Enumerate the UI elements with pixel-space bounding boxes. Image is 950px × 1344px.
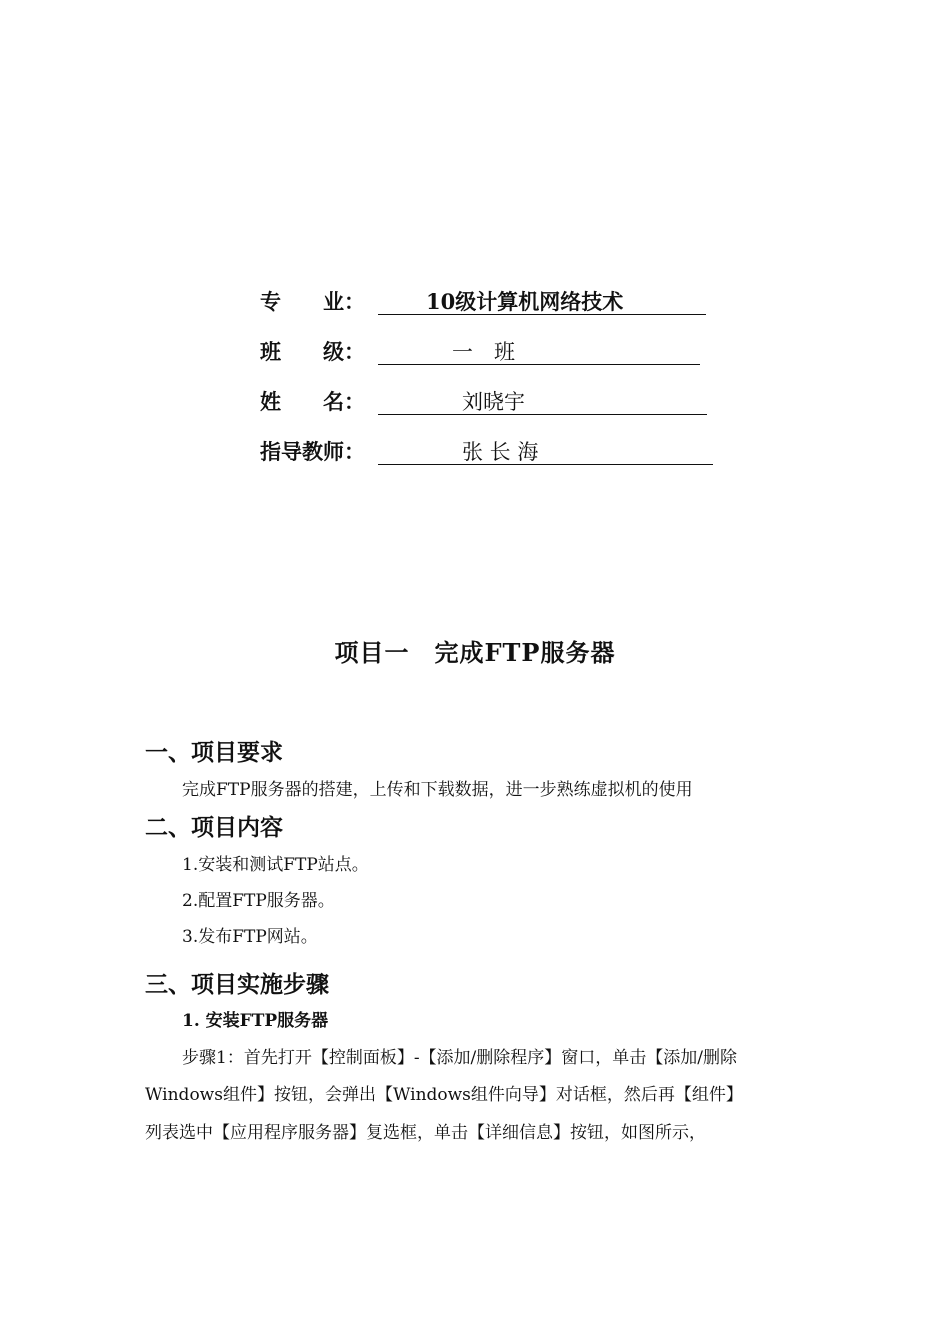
major-value: 10级计算机网络技术 [426, 289, 624, 314]
class-label: 班 级： [260, 339, 365, 364]
section-heading-steps: 三、项目实施步骤 [145, 971, 329, 998]
teacher-value: 张 长 海 [462, 440, 539, 464]
step1-line-3: 列表选中【应用程序服务器】复选框，单击【详细信息】按钮，如图所示， [145, 1123, 706, 1143]
class-value: 一 班 [452, 340, 515, 364]
name-label: 姓 名： [260, 389, 365, 414]
class-underline [378, 336, 700, 365]
requirements-text: 完成FTP服务器的搭建，上传和下载数据，进一步熟练虚拟机的使用 [182, 780, 693, 800]
step1-line-1: 步骤1：首先打开【控制面板】-【添加/删除程序】窗口，单击【添加/删除 [182, 1048, 738, 1068]
section-heading-content: 二、项目内容 [145, 814, 283, 841]
teacher-underline [378, 436, 713, 465]
name-underline [378, 386, 707, 415]
step1-line-2: Windows组件】按钮，会弹出【Windows组件向导】对话框，然后再【组件】 [145, 1085, 743, 1105]
content-item-3: 3.发布FTP网站。 [182, 927, 318, 947]
name-value: 刘晓宇 [462, 390, 525, 414]
project-title: 项目一 完成FTP服务器 [334, 638, 616, 667]
teacher-label: 指导教师： [260, 439, 365, 464]
major-label: 专 业： [260, 289, 365, 314]
subheading-install-ftp: 1. 安装FTP服务器 [182, 1011, 329, 1031]
section-heading-requirements: 一、项目要求 [145, 739, 283, 766]
content-item-1: 1.安装和测试FTP站点。 [182, 855, 369, 875]
content-item-2: 2.配置FTP服务器。 [182, 891, 335, 911]
